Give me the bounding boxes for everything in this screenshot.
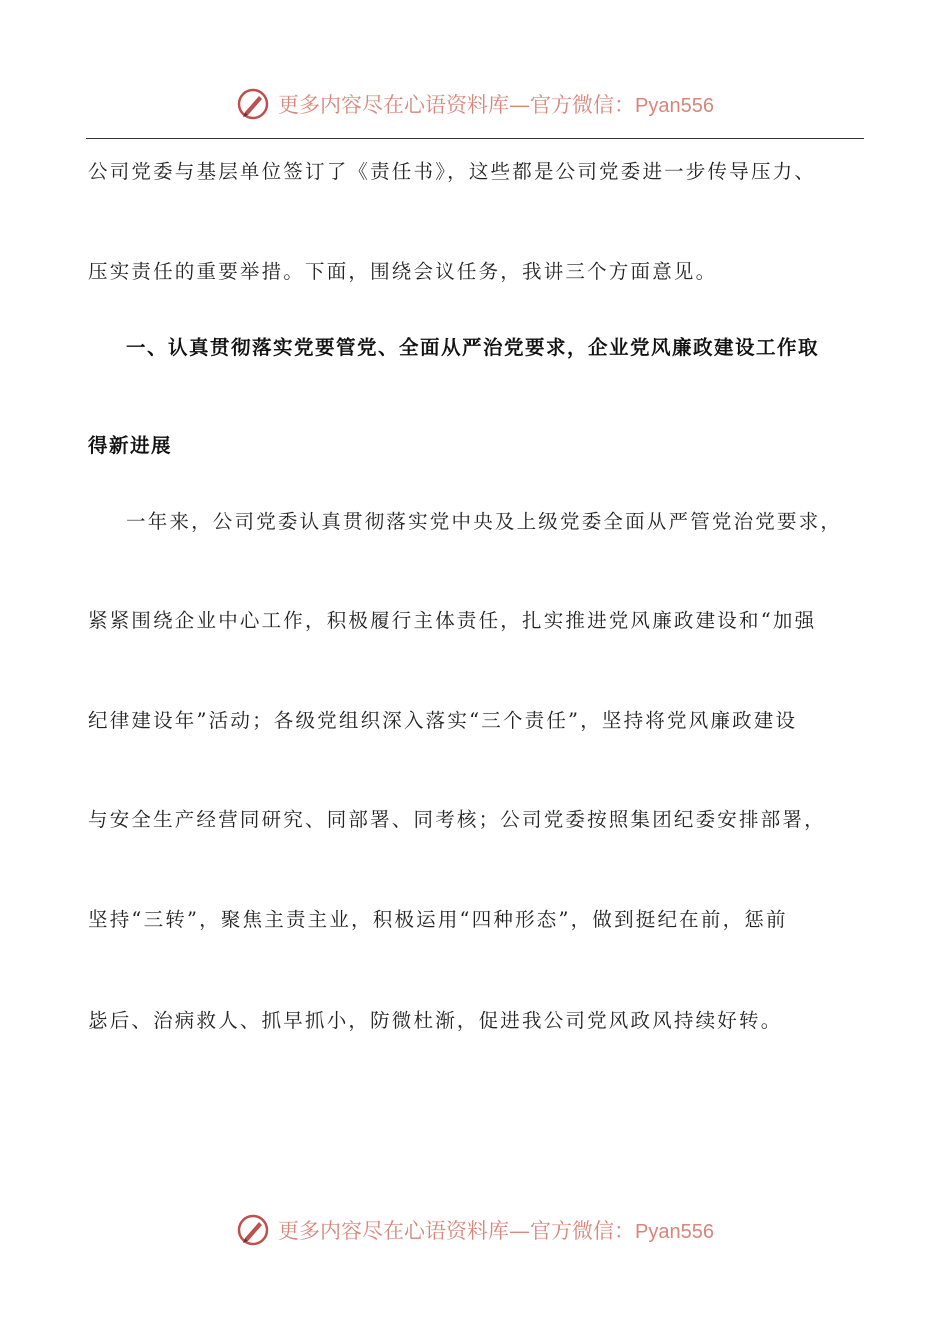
- footer-banner: [0, 1210, 950, 1250]
- header-banner: [0, 84, 950, 124]
- wechat-id: Pyan556: [635, 95, 714, 117]
- pen-logo-icon: [236, 87, 270, 121]
- body-line-7: 坚持“三转”，聚焦主责主业，积极运用“四种形态”，做到挺纪在前，惩前: [88, 908, 788, 931]
- body-line-6: 与安全生产经营同研究、同部署、同考核；公司党委按照集团纪委安排部署，: [88, 808, 826, 831]
- body-line-5: 纪律建设年”活动；各级党组织深入落实“三个责任”，坚持将党风廉政建设: [88, 709, 798, 732]
- banner-text: 更多内容尽在心语资料库—官方微信：Pyan556: [278, 1219, 714, 1243]
- body-line-1: 公司党委与基层单位签订了《责任书》，这些都是公司党委进一步传导压力、: [88, 160, 817, 183]
- banner-text: 更多内容尽在心语资料库—官方微信：Pyan556: [278, 93, 714, 117]
- wechat-id: Pyan556: [635, 1221, 714, 1243]
- section-heading-line-2: 得新进展: [88, 434, 173, 457]
- body-line-8: 毖后、治病救人、抓早抓小，防微杜渐，促进我公司党风政风持续好转。: [88, 1009, 783, 1032]
- body-line-4: 紧紧围绕企业中心工作，积极履行主体责任，扎实推进党风廉政建设和“加强: [88, 609, 817, 632]
- header-rule: [86, 138, 864, 139]
- body-line-2: 压实责任的重要举措。下面，围绕会议任务，我讲三个方面意见。: [88, 260, 718, 283]
- section-heading-line-1: 一、认真贯彻落实党要管党、全面从严治党要求，企业党风廉政建设工作取: [126, 336, 820, 359]
- pen-logo-icon: [236, 1213, 270, 1247]
- body-line-3: 一年来，公司党委认真贯彻落实党中央及上级党委全面从严管党治党要求，: [126, 510, 843, 533]
